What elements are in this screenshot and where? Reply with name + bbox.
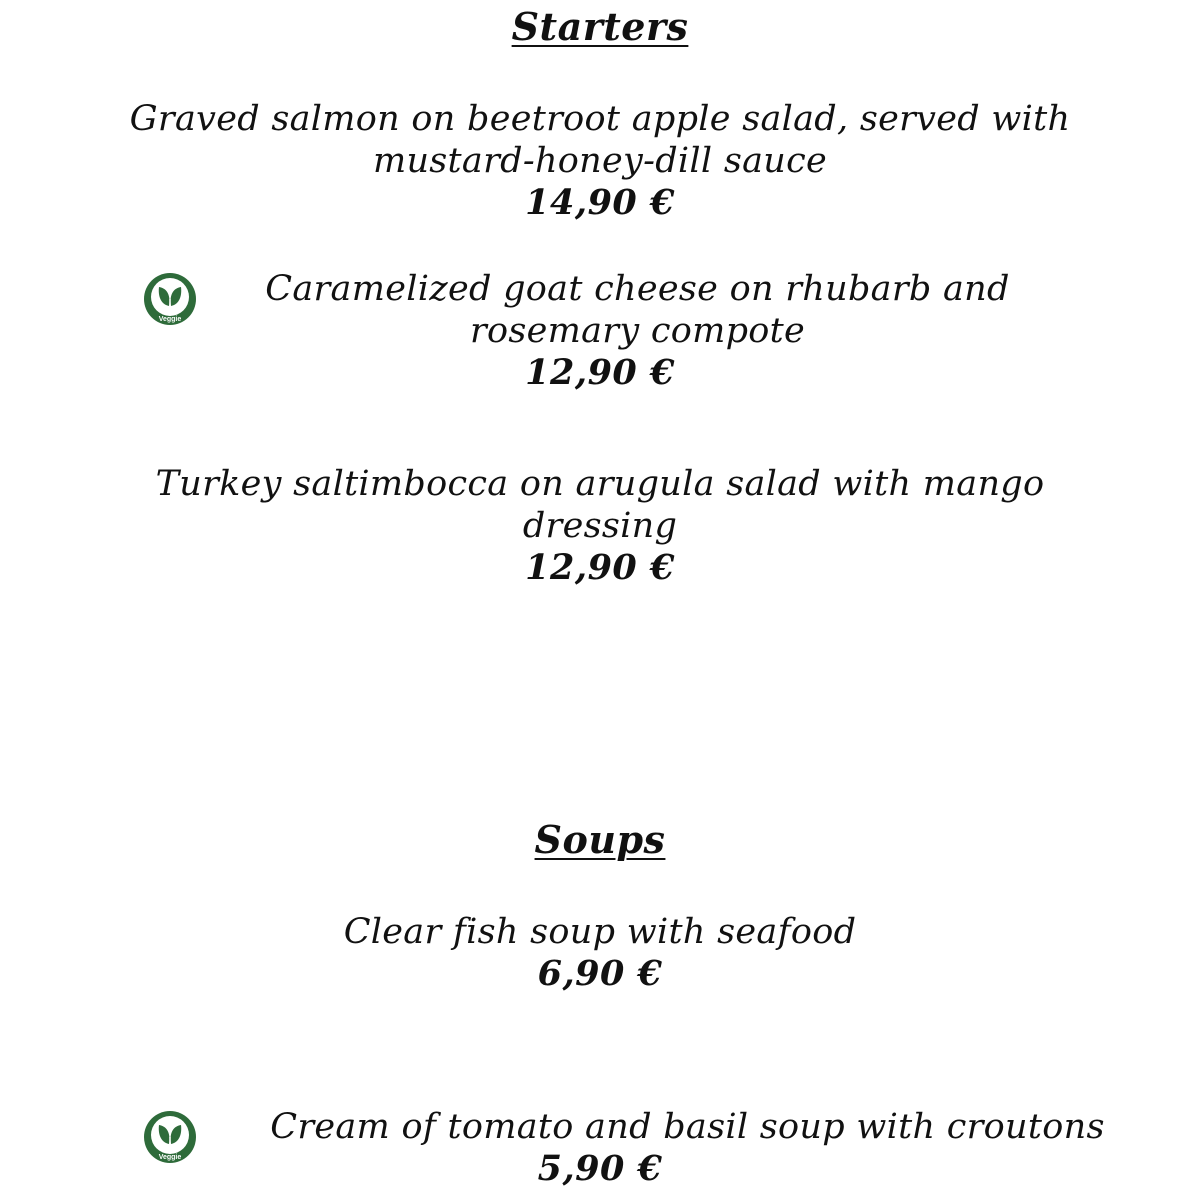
menu-item [100,911,1100,995]
section-title-soups: Soups [534,817,666,862]
svg-text:Veggie: Veggie [158,1154,182,1161]
item-description-line: rosemary compote [469,311,806,351]
menu-item [100,1106,1105,1190]
item-description-line: Graved salmon on beetroot apple salad, served with [129,99,1071,139]
item-description-line: Clear fish soup with seafood [343,912,857,952]
item-price: 6,90 € [537,953,663,994]
veggie-badge-icon [142,271,198,327]
menu-item [100,463,1100,589]
svg-text:Veggie: Veggie [158,316,182,323]
item-price: 14,90 € [525,182,675,223]
item-price: 12,90 € [525,547,675,588]
item-price: 5,90 € [537,1148,663,1189]
item-description-line: Turkey saltimbocca on arugula salad with mango [155,464,1045,504]
item-description-line: dressing [522,506,678,546]
item-price: 12,90 € [525,352,675,393]
item-description-line: Caramelized goat cheese on rhubarb and [265,269,1010,309]
menu-item [200,268,1075,394]
item-description-line: Cream of tomato and basil soup with croutons [270,1107,1105,1147]
menu-item [100,98,1100,224]
item-description-line: mustard-honey-dill sauce [372,141,828,181]
section-title-starters: Starters [511,4,689,49]
